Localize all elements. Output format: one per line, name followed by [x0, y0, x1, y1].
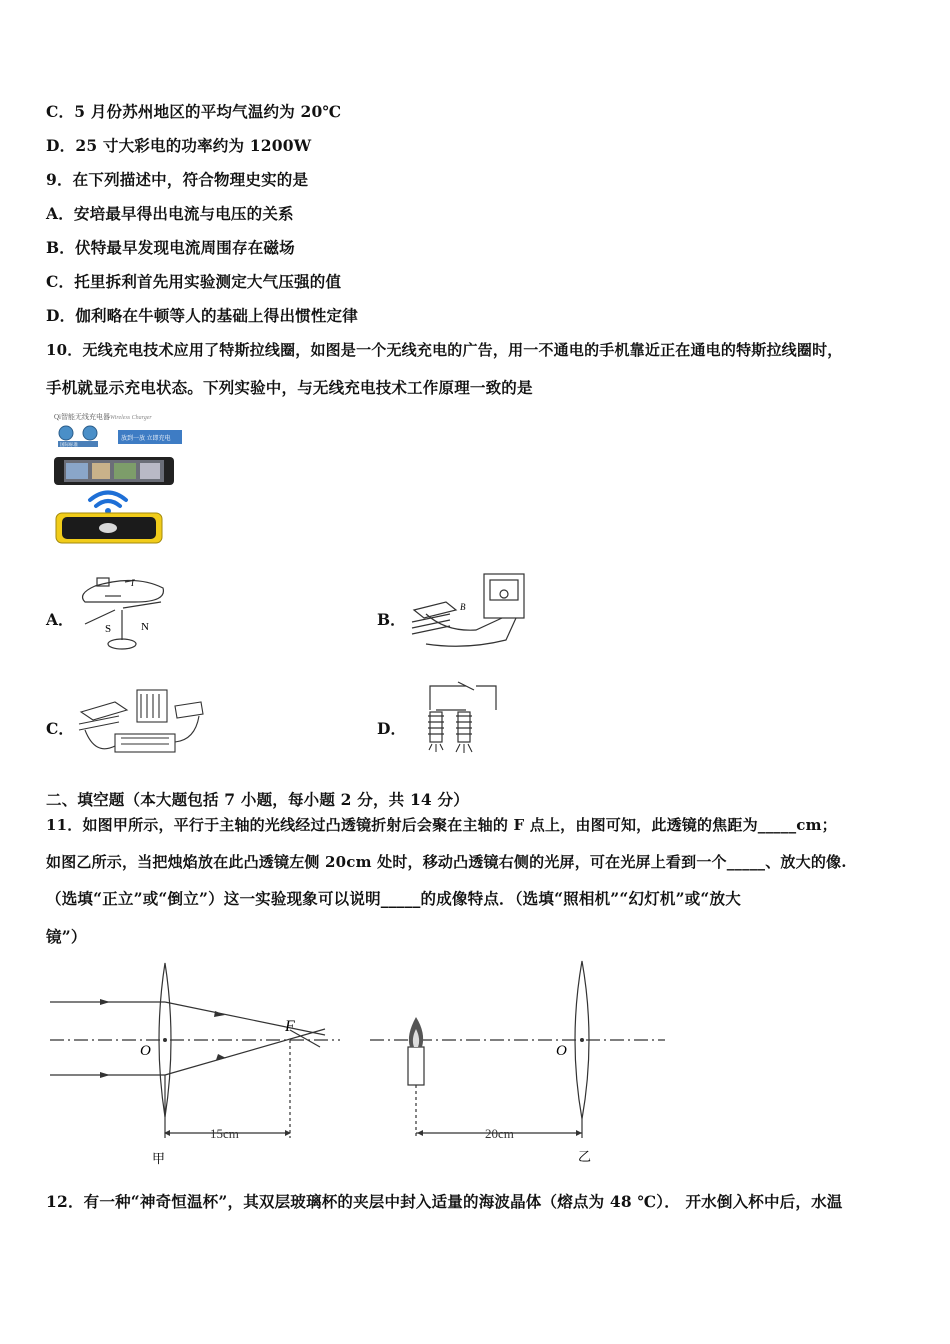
question-9-option-c: C．托里拆利首先用实验测定大气压强的值 [46, 272, 342, 291]
wifi-signal-icon [90, 493, 126, 507]
option-d-label: D． [377, 719, 406, 738]
option-9d-prev: D．25 寸大彩电的功率约为 1200W [46, 136, 312, 155]
option-b-field-label: B [460, 602, 466, 612]
lens-center-label-right: O [556, 1043, 567, 1059]
option-c-motor-figure [75, 680, 215, 762]
focus-f-label: F [285, 1018, 295, 1035]
option-b-induction-figure [406, 570, 534, 652]
question-12-stem: 12．有一种“神奇恒温杯”，其双层玻璃杯的夹层中封入适量的海波晶体（熔点为 48 ℃）． 开水倒入杯中后，水温 [46, 1192, 843, 1211]
ad-subtitle: Wireless Charger [110, 415, 152, 421]
ad-badge: 国际标准 [60, 442, 78, 447]
question-9-option-b: B．伏特最早发现电流周围存在磁场 [46, 238, 295, 257]
question-11-line3: （选填“正立”或“倒立”）这一实验现象可以说明_____的成像特点．（选填“照相机”“幻灯机”或“放大 [46, 889, 741, 908]
option-a-south-label: S [105, 623, 112, 635]
question-11-line4: 镜”） [46, 927, 87, 946]
figure-jia [50, 963, 340, 1138]
question-10-stem-line1: 10．无线充电技术应用了特斯拉线圈，如图是一个无线充电的广告，用一不通电的手机靠近正在通电的特斯拉线圈时， [46, 341, 843, 359]
question-9-option-a: A．安培最早得出电流与电压的关系 [46, 204, 294, 223]
question-9-option-d: D．伽利略在牛顿等人的基础上得出惯性定律 [46, 306, 358, 325]
question-9-stem: 9．在下列描述中，符合物理史实的是 [46, 170, 309, 189]
caption-jia: 甲 [152, 1151, 166, 1166]
option-d-electromagnet-figure [406, 680, 506, 762]
option-a-north-label: N [141, 621, 149, 633]
option-c-label: C． [46, 719, 74, 738]
ad-title: Qi智能无线充电器 [54, 413, 110, 421]
option-b-label: B． [377, 610, 406, 629]
question-11-line1: 11．如图甲所示，平行于主轴的光线经过凸透镜折射后会聚在主轴的 F 点上，由图可知，此透镜的焦距为_____cm； [46, 816, 837, 834]
option-a-oersted-figure [75, 572, 175, 654]
option-9c-prev: C．5 月份苏州地区的平均气温约为 20℃ [46, 102, 342, 121]
distance-15cm-label: 15cm [210, 1126, 239, 1141]
distance-20cm-label: 20cm [485, 1126, 514, 1141]
caption-yi: 乙 [578, 1149, 592, 1164]
wireless-charger-ad-figure [50, 405, 190, 547]
section-2-heading: 二、填空题（本大题包括 7 小题，每小题 2 分，共 14 分） [46, 790, 469, 809]
question-11-line2: 如图乙所示，当把烛焰放在此凸透镜左侧 20cm 处时，移动凸透镜右侧的光屏，可在光屏上看到一个_____、放大的像. [46, 853, 847, 871]
convex-lens-figure [40, 955, 680, 1170]
option-a-label: A． [46, 610, 74, 629]
option-a-current-label: I [131, 578, 134, 588]
lens-center-label-left: O [140, 1043, 151, 1059]
ad-banner: 放到一放 立即充电 [121, 436, 171, 442]
question-10-stem-line2: 手机就显示充电状态。下列实验中，与无线充电技术工作原理一致的是 [46, 378, 533, 397]
figure-yi [370, 961, 665, 1138]
